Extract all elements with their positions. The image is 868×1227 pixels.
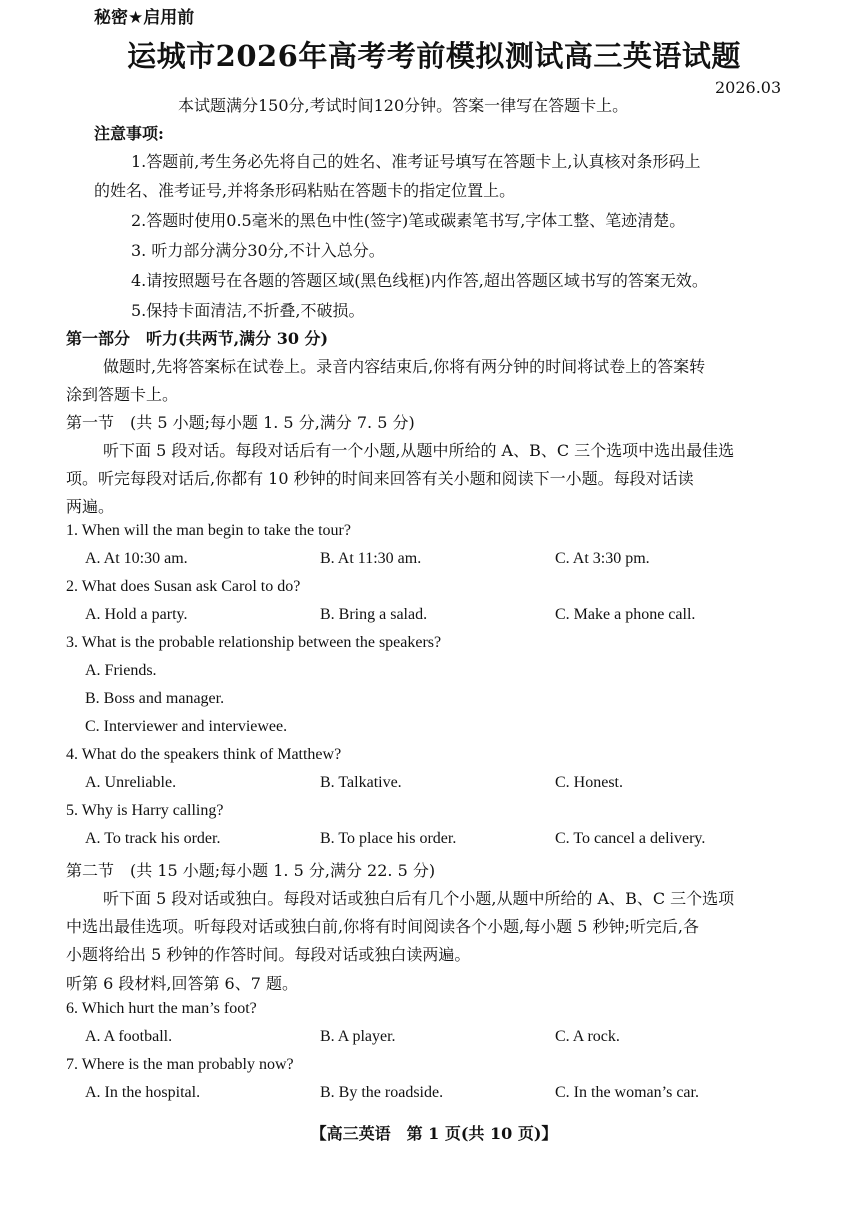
section1-instruction-line2: 项。听完每段对话后,你都有 10 秒钟的时间来回答有关小题和阅读下一小题。每段对话读 [66, 469, 694, 488]
q1-option-c: C. At 3:30 pm. [555, 550, 650, 567]
question-5: 5. Why is Harry calling? [66, 802, 224, 819]
question-3: 3. What is the probable relationship between the speakers? [66, 634, 442, 651]
notice-item-2: 2.答题时使用0.5毫米的黑色中性(签字)笔或碳素笔书写,字体工整、笔迹清楚。 [131, 211, 686, 230]
q6-option-c: C. A rock. [555, 1028, 620, 1045]
notice-item-1-cont: 的姓名、准考证号,并将条形码粘贴在答题卡的指定位置上。 [94, 181, 516, 200]
q3-option-b: B. Boss and manager. [85, 690, 225, 707]
q4-option-c: C. Honest. [555, 774, 623, 791]
q3-option-a: A. Friends. [85, 662, 157, 679]
question-7: 7. Where is the man probably now? [66, 1056, 294, 1073]
section2-instruction-line2: 中选出最佳选项。听每段对话或独白前,你将有时间阅读各个小题,每小题 5 秒钟;听完后,各 [66, 917, 700, 936]
q4-option-b: B. Talkative. [320, 774, 402, 791]
q6-option-b: B. A player. [320, 1028, 396, 1045]
notice-item-4: 4.请按照题号在各题的答题区域(黑色线框)内作答,超出答题区域书写的答案无效。 [131, 271, 708, 290]
section2-heading: 第二节 (共 15 小题;每小题 1. 5 分,满分 22. 5 分) [66, 861, 436, 880]
notice-item-1: 1.答题前,考生务必先将自己的姓名、准考证号填写在答题卡上,认真核对条形码上 [131, 152, 701, 171]
confidential-label: 秘密★启用前 [94, 8, 195, 28]
q5-option-c: C. To cancel a delivery. [555, 830, 706, 847]
part1-heading: 第一部分 听力(共两节,满分 30 分) [66, 329, 329, 348]
q2-option-a: A. Hold a party. [85, 606, 188, 623]
exam-title: 运城市2026年高考考前模拟测试高三英语试题 [127, 39, 741, 73]
section1-instruction-line1: 听下面 5 段对话。每段对话后有一个小题,从题中所给的 A、B、C 三个选项中选出最佳选 [103, 441, 735, 460]
q5-option-a: A. To track his order. [85, 830, 221, 847]
notice-item-3: 3. 听力部分满分30分,不计入总分。 [131, 241, 385, 260]
q1-option-a: A. At 10:30 am. [85, 550, 188, 567]
section2-instruction-line3: 小题将给出 5 秒钟的作答时间。每段对话或独白读两遍。 [66, 945, 471, 964]
q7-option-b: B. By the roadside. [320, 1084, 444, 1101]
notice-item-5: 5.保持卡面清洁,不折叠,不破损。 [131, 301, 365, 320]
material-6-label: 听第 6 段材料,回答第 6、7 题。 [66, 974, 298, 993]
question-6: 6. Which hurt the man’s foot? [66, 1000, 257, 1017]
q1-option-b: B. At 11:30 am. [320, 550, 422, 567]
question-1: 1. When will the man begin to take the tour? [66, 522, 351, 539]
q4-option-a: A. Unreliable. [85, 774, 177, 791]
part1-instruction-line2: 涂到答题卡上。 [66, 385, 179, 404]
q2-option-b: B. Bring a salad. [320, 606, 428, 623]
section1-heading: 第一节 (共 5 小题;每小题 1. 5 分,满分 7. 5 分) [66, 413, 415, 432]
question-4: 4. What do the speakers think of Matthew? [66, 746, 342, 763]
q7-option-a: A. In the hospital. [85, 1084, 201, 1101]
q5-option-b: B. To place his order. [320, 830, 457, 847]
question-2: 2. What does Susan ask Carol to do? [66, 578, 301, 595]
q6-option-a: A. A football. [85, 1028, 173, 1045]
part1-instruction-line1: 做题时,先将答案标在试卷上。录音内容结束后,你将有两分钟的时间将试卷上的答案转 [103, 357, 706, 376]
q2-option-c: C. Make a phone call. [555, 606, 696, 623]
exam-intro: 本试题满分150分,考试时间120分钟。答案一律写在答题卡上。 [178, 96, 629, 115]
q3-option-c: C. Interviewer and interviewee. [85, 718, 288, 735]
section2-instruction-line1: 听下面 5 段对话或独白。每段对话或独白后有几个小题,从题中所给的 A、B、C 三个选项 [103, 889, 735, 908]
exam-date: 2026.03 [715, 78, 782, 97]
section1-instruction-line3: 两遍。 [66, 497, 115, 516]
notice-heading: 注意事项: [94, 124, 164, 143]
page-footer: 【高三英语 第 1 页(共 10 页)】 [310, 1124, 558, 1143]
q7-option-c: C. In the woman’s car. [555, 1084, 699, 1101]
